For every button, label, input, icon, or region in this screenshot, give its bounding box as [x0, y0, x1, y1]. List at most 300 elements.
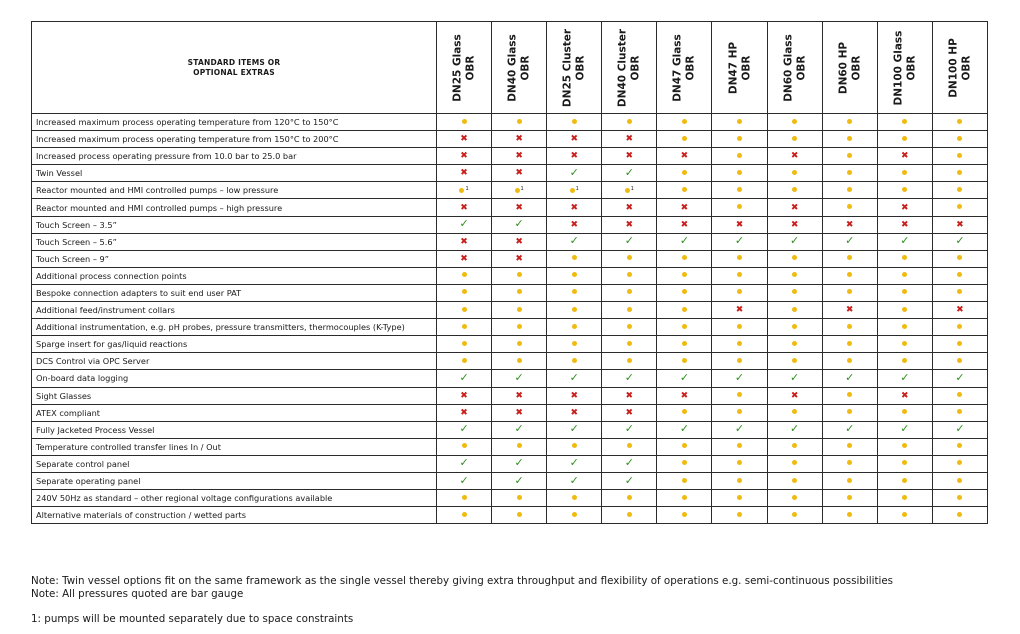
availability-cell [657, 319, 712, 336]
availability-cell [492, 216, 547, 233]
availability-cell [547, 199, 602, 216]
availability-cell [877, 250, 932, 267]
availability-cell [767, 455, 822, 472]
availability-cell [822, 199, 877, 216]
availability-cell [712, 233, 767, 250]
dot-icon [627, 289, 632, 294]
dot-icon [957, 153, 962, 158]
cross-icon: ✖ [515, 151, 523, 162]
options-comparison-table [31, 21, 988, 524]
availability-cell [767, 233, 822, 250]
dot-icon [462, 119, 467, 124]
dot-icon [792, 443, 797, 448]
dot-icon [627, 255, 632, 260]
dot-icon [682, 289, 687, 294]
dot-icon [847, 289, 852, 294]
row-label: Reactor mounted and HMI controlled pumps – low pressure [32, 182, 437, 199]
cross-icon: ✖ [625, 390, 634, 401]
dot-icon [792, 324, 797, 329]
check-icon: ✓ [845, 422, 855, 436]
row-label: Alternative materials of construction / wetted parts [32, 507, 437, 524]
check-icon: ✓ [514, 456, 524, 470]
note-pressures: Note: All pressures quoted are bar gauge [31, 587, 244, 600]
availability-cell [492, 199, 547, 216]
check-icon: ✓ [790, 234, 800, 248]
availability-cell [657, 455, 712, 472]
dot-icon [902, 358, 907, 363]
column-header [492, 22, 547, 114]
row-label: Increased process operating pressure from 10.0 bar to 25.0 bar [32, 148, 437, 165]
availability-cell [877, 438, 932, 455]
dot-icon [627, 443, 632, 448]
dot-icon [902, 409, 907, 414]
column-header [437, 22, 492, 114]
check-icon: ✓ [679, 234, 690, 248]
dot-icon [847, 187, 852, 192]
availability-cell [602, 387, 657, 404]
availability-cell [712, 507, 767, 524]
check-icon: ✓ [624, 234, 634, 248]
check-icon: ✓ [955, 370, 965, 384]
availability-cell [492, 490, 547, 507]
check-icon: ✓ [459, 473, 469, 487]
dot-icon [627, 495, 632, 500]
availability-cell [547, 284, 602, 301]
availability-cell [602, 182, 657, 199]
cross-icon: ✖ [735, 305, 744, 316]
availability-cell [437, 336, 492, 353]
column-header [877, 22, 932, 114]
availability-cell [767, 421, 822, 438]
availability-cell [547, 302, 602, 319]
cross-icon: ✖ [845, 305, 854, 316]
availability-cell [602, 370, 657, 387]
row-label: On-board data logging [32, 370, 437, 387]
column-header-label [562, 28, 587, 106]
availability-cell [932, 131, 987, 148]
availability-cell [877, 131, 932, 148]
availability-cell [822, 233, 877, 250]
dot-icon [517, 289, 522, 294]
table-row [32, 199, 988, 216]
check-icon: ✓ [459, 456, 469, 470]
dot-icon [737, 324, 742, 329]
check-icon: ✓ [569, 456, 579, 470]
note-twin-vessel: Note: Twin vessel options fit on the same framework as the single vessel thereby giving extra throughput and flexibility of operations e.g. semi-continuous possibilities [31, 575, 894, 587]
dot-icon [737, 153, 742, 158]
footnote-marker: 1 [520, 185, 524, 192]
column-header-label [507, 34, 532, 102]
availability-cell [932, 490, 987, 507]
dot-icon [572, 324, 577, 329]
column-header-line2: OBR [849, 54, 862, 81]
dot-icon [737, 255, 742, 260]
availability-cell [547, 216, 602, 233]
availability-cell [437, 507, 492, 524]
availability-cell [492, 387, 547, 404]
table-row [32, 455, 988, 472]
availability-cell [932, 438, 987, 455]
availability-cell [767, 302, 822, 319]
availability-cell [492, 404, 547, 421]
dot-icon [957, 272, 962, 277]
cross-icon: ✖ [570, 202, 578, 213]
dot-icon [462, 272, 467, 277]
column-header [767, 22, 822, 114]
availability-cell [767, 336, 822, 353]
availability-cell [767, 438, 822, 455]
availability-cell [602, 131, 657, 148]
availability-cell [822, 387, 877, 404]
availability-cell [602, 302, 657, 319]
availability-cell [822, 336, 877, 353]
cross-icon: ✖ [570, 219, 578, 230]
availability-cell [877, 319, 932, 336]
dot-icon [572, 272, 577, 277]
availability-cell [547, 336, 602, 353]
check-icon: ✓ [624, 422, 634, 436]
cross-icon: ✖ [790, 202, 799, 213]
availability-cell [822, 250, 877, 267]
availability-cell [602, 250, 657, 267]
row-label: Fully Jacketed Process Vessel [32, 421, 437, 438]
row-label: Twin Vessel [32, 165, 437, 182]
dot-icon [682, 495, 687, 500]
availability-cell [492, 148, 547, 165]
dot-icon [627, 324, 632, 329]
availability-cell [602, 319, 657, 336]
availability-cell [602, 336, 657, 353]
check-icon: ✓ [624, 370, 634, 384]
dot-icon [517, 495, 522, 500]
dot-icon [682, 512, 687, 517]
availability-cell [822, 353, 877, 370]
dot-icon [682, 187, 687, 192]
row-label: Increased maximum process operating temperature from 150°C to 200°C [32, 131, 437, 148]
check-icon: ✓ [514, 370, 524, 384]
availability-cell [657, 370, 712, 387]
dot-icon [572, 341, 577, 346]
availability-cell [657, 233, 712, 250]
cross-icon: ✖ [625, 407, 634, 418]
dot-icon [957, 324, 962, 329]
column-header [932, 22, 987, 114]
column-header [822, 22, 877, 114]
cross-icon: ✖ [460, 253, 468, 264]
availability-cell [822, 472, 877, 489]
availability-cell [932, 353, 987, 370]
dot-icon [737, 204, 742, 209]
availability-cell [822, 284, 877, 301]
dot-icon [517, 358, 522, 363]
column-header-line1: DN40 Glass [506, 33, 519, 102]
table-row [32, 490, 988, 507]
dot-icon [627, 272, 632, 277]
availability-cell [932, 233, 987, 250]
availability-cell [767, 165, 822, 182]
availability-cell [932, 216, 987, 233]
column-header [602, 22, 657, 114]
dot-icon [682, 119, 687, 124]
dot-icon [847, 512, 852, 517]
availability-cell [602, 233, 657, 250]
dot-icon [957, 119, 962, 124]
availability-cell [492, 455, 547, 472]
availability-cell [712, 131, 767, 148]
check-icon: ✓ [459, 370, 469, 384]
availability-cell [602, 438, 657, 455]
availability-cell [712, 370, 767, 387]
availability-cell [712, 199, 767, 216]
availability-cell [877, 302, 932, 319]
availability-cell [437, 319, 492, 336]
availability-cell [822, 114, 877, 131]
cross-icon: ✖ [790, 219, 799, 230]
availability-cell [822, 421, 877, 438]
notes [31, 575, 893, 600]
availability-cell [877, 507, 932, 524]
availability-cell [437, 302, 492, 319]
cross-icon: ✖ [460, 202, 468, 213]
availability-cell [602, 404, 657, 421]
availability-cell [877, 165, 932, 182]
dot-icon [682, 272, 687, 277]
dot-icon [792, 358, 797, 363]
availability-cell [712, 490, 767, 507]
column-header-line2: OBR [684, 54, 697, 81]
check-icon: ✓ [624, 473, 634, 487]
dot-icon [737, 187, 742, 192]
row-label: Temperature controlled transfer lines In / Out [32, 438, 437, 455]
availability-cell [712, 472, 767, 489]
dot-icon [792, 478, 797, 483]
cross-icon: ✖ [570, 407, 578, 418]
availability-cell [877, 182, 932, 199]
column-header-line1: DN25 Glass [451, 33, 464, 102]
availability-cell [657, 353, 712, 370]
dot-icon [957, 204, 962, 209]
dot-icon [625, 188, 630, 193]
availability-cell [657, 387, 712, 404]
dot-icon [462, 324, 467, 329]
dot-icon [682, 341, 687, 346]
availability-cell [822, 319, 877, 336]
dot-icon [682, 478, 687, 483]
table-row [32, 319, 988, 336]
check-icon: ✓ [734, 234, 745, 248]
check-icon: ✓ [569, 234, 579, 248]
column-header [547, 22, 602, 114]
dot-icon [517, 341, 522, 346]
availability-cell [822, 267, 877, 284]
availability-cell [932, 404, 987, 421]
cross-icon: ✖ [515, 134, 523, 145]
column-header-line1: DN60 Glass [782, 33, 795, 102]
availability-cell [712, 336, 767, 353]
availability-cell [437, 131, 492, 148]
column-header-line1: DN47 HP [727, 41, 740, 94]
dot-icon [957, 358, 962, 363]
cross-icon: ✖ [625, 202, 634, 213]
availability-cell [657, 250, 712, 267]
availability-cell [767, 216, 822, 233]
cross-icon: ✖ [460, 134, 468, 145]
availability-cell [547, 438, 602, 455]
dot-icon [462, 495, 467, 500]
cross-icon: ✖ [901, 219, 909, 230]
dot-icon [682, 460, 687, 465]
dot-icon [847, 392, 852, 397]
availability-cell [492, 233, 547, 250]
availability-cell [712, 267, 767, 284]
availability-cell [547, 455, 602, 472]
check-icon: ✓ [569, 370, 579, 384]
dot-icon [847, 478, 852, 483]
dot-icon [792, 409, 797, 414]
check-icon: ✓ [679, 370, 690, 384]
dot-icon [957, 255, 962, 260]
availability-cell [932, 370, 987, 387]
availability-cell [602, 353, 657, 370]
availability-cell [657, 267, 712, 284]
availability-cell [602, 472, 657, 489]
dot-icon [792, 272, 797, 277]
row-label: Additional instrumentation, e.g. pH probes, pressure transmitters, thermocouples (K-Type) [32, 319, 437, 336]
availability-cell [547, 507, 602, 524]
dot-icon [517, 307, 522, 312]
footnote-marker: 1 [630, 185, 634, 192]
dot-icon [682, 358, 687, 363]
availability-cell [492, 302, 547, 319]
column-header-label [727, 41, 752, 93]
dot-icon [902, 341, 907, 346]
dot-icon [737, 289, 742, 294]
table-row [32, 353, 988, 370]
dot-icon [847, 495, 852, 500]
availability-cell [767, 182, 822, 199]
dot-icon [627, 512, 632, 517]
availability-cell [547, 472, 602, 489]
availability-cell [932, 199, 987, 216]
column-header-line1: DN60 HP [837, 41, 850, 94]
dot-icon [847, 341, 852, 346]
dot-icon [515, 188, 520, 193]
row-label: Additional feed/instrument collars [32, 302, 437, 319]
dot-icon [459, 188, 464, 193]
availability-cell [492, 353, 547, 370]
availability-cell [822, 302, 877, 319]
availability-cell [877, 336, 932, 353]
dot-icon [737, 170, 742, 175]
cross-icon: ✖ [515, 253, 523, 264]
cross-icon: ✖ [680, 151, 689, 162]
dot-icon [902, 478, 907, 483]
availability-cell [657, 284, 712, 301]
availability-cell [712, 302, 767, 319]
availability-cell [822, 455, 877, 472]
dot-icon [902, 119, 907, 124]
footnote-marker: 1 [575, 185, 579, 192]
dot-icon [572, 358, 577, 363]
availability-cell [932, 421, 987, 438]
availability-cell [877, 404, 932, 421]
row-label: Increased maximum process operating temperature from 120°C to 150°C [32, 114, 437, 131]
availability-cell [547, 148, 602, 165]
availability-cell [437, 438, 492, 455]
dot-icon [847, 272, 852, 277]
column-header-line2: OBR [904, 54, 917, 81]
dot-icon [737, 272, 742, 277]
check-icon: ✓ [845, 234, 855, 248]
cross-icon: ✖ [680, 219, 689, 230]
dot-icon [737, 409, 742, 414]
dot-icon [847, 119, 852, 124]
availability-cell [547, 404, 602, 421]
dot-icon [462, 341, 467, 346]
dot-icon [792, 460, 797, 465]
row-label: Sight Glasses [32, 387, 437, 404]
check-icon: ✓ [955, 422, 965, 436]
availability-cell [602, 267, 657, 284]
availability-cell [932, 302, 987, 319]
dot-icon [902, 307, 907, 312]
availability-cell [877, 490, 932, 507]
dot-icon [792, 289, 797, 294]
column-header-line2: OBR [464, 54, 477, 81]
check-icon: ✓ [900, 370, 910, 384]
availability-cell [877, 199, 932, 216]
dot-icon [572, 443, 577, 448]
column-header-line2: OBR [739, 54, 752, 81]
dot-icon [792, 495, 797, 500]
row-label: Reactor mounted and HMI controlled pumps – high pressure [32, 199, 437, 216]
availability-cell [547, 490, 602, 507]
cross-icon: ✖ [735, 219, 744, 230]
cross-icon: ✖ [956, 305, 964, 316]
dot-icon [682, 307, 687, 312]
availability-cell [932, 165, 987, 182]
check-icon: ✓ [734, 370, 745, 384]
availability-cell [602, 421, 657, 438]
availability-cell [877, 114, 932, 131]
dot-icon [737, 392, 742, 397]
column-header-line1: DN47 Glass [671, 33, 684, 102]
dot-icon [902, 272, 907, 277]
column-header-line2: OBR [574, 55, 587, 81]
table-row [32, 165, 988, 182]
dot-icon [902, 136, 907, 141]
table-row [32, 370, 988, 387]
cross-icon: ✖ [460, 390, 468, 401]
dot-icon [847, 358, 852, 363]
table-header-row [32, 22, 988, 114]
dot-icon [682, 255, 687, 260]
table-row [32, 404, 988, 421]
availability-cell [767, 319, 822, 336]
availability-cell [932, 267, 987, 284]
dot-icon [792, 307, 797, 312]
cross-icon: ✖ [515, 407, 523, 418]
dot-icon [847, 170, 852, 175]
check-icon: ✓ [900, 422, 910, 436]
cross-icon: ✖ [460, 236, 468, 247]
column-header-line2: OBR [629, 55, 642, 81]
availability-cell [657, 114, 712, 131]
availability-cell [657, 182, 712, 199]
availability-cell [657, 490, 712, 507]
availability-cell [932, 182, 987, 199]
table-row [32, 472, 988, 489]
